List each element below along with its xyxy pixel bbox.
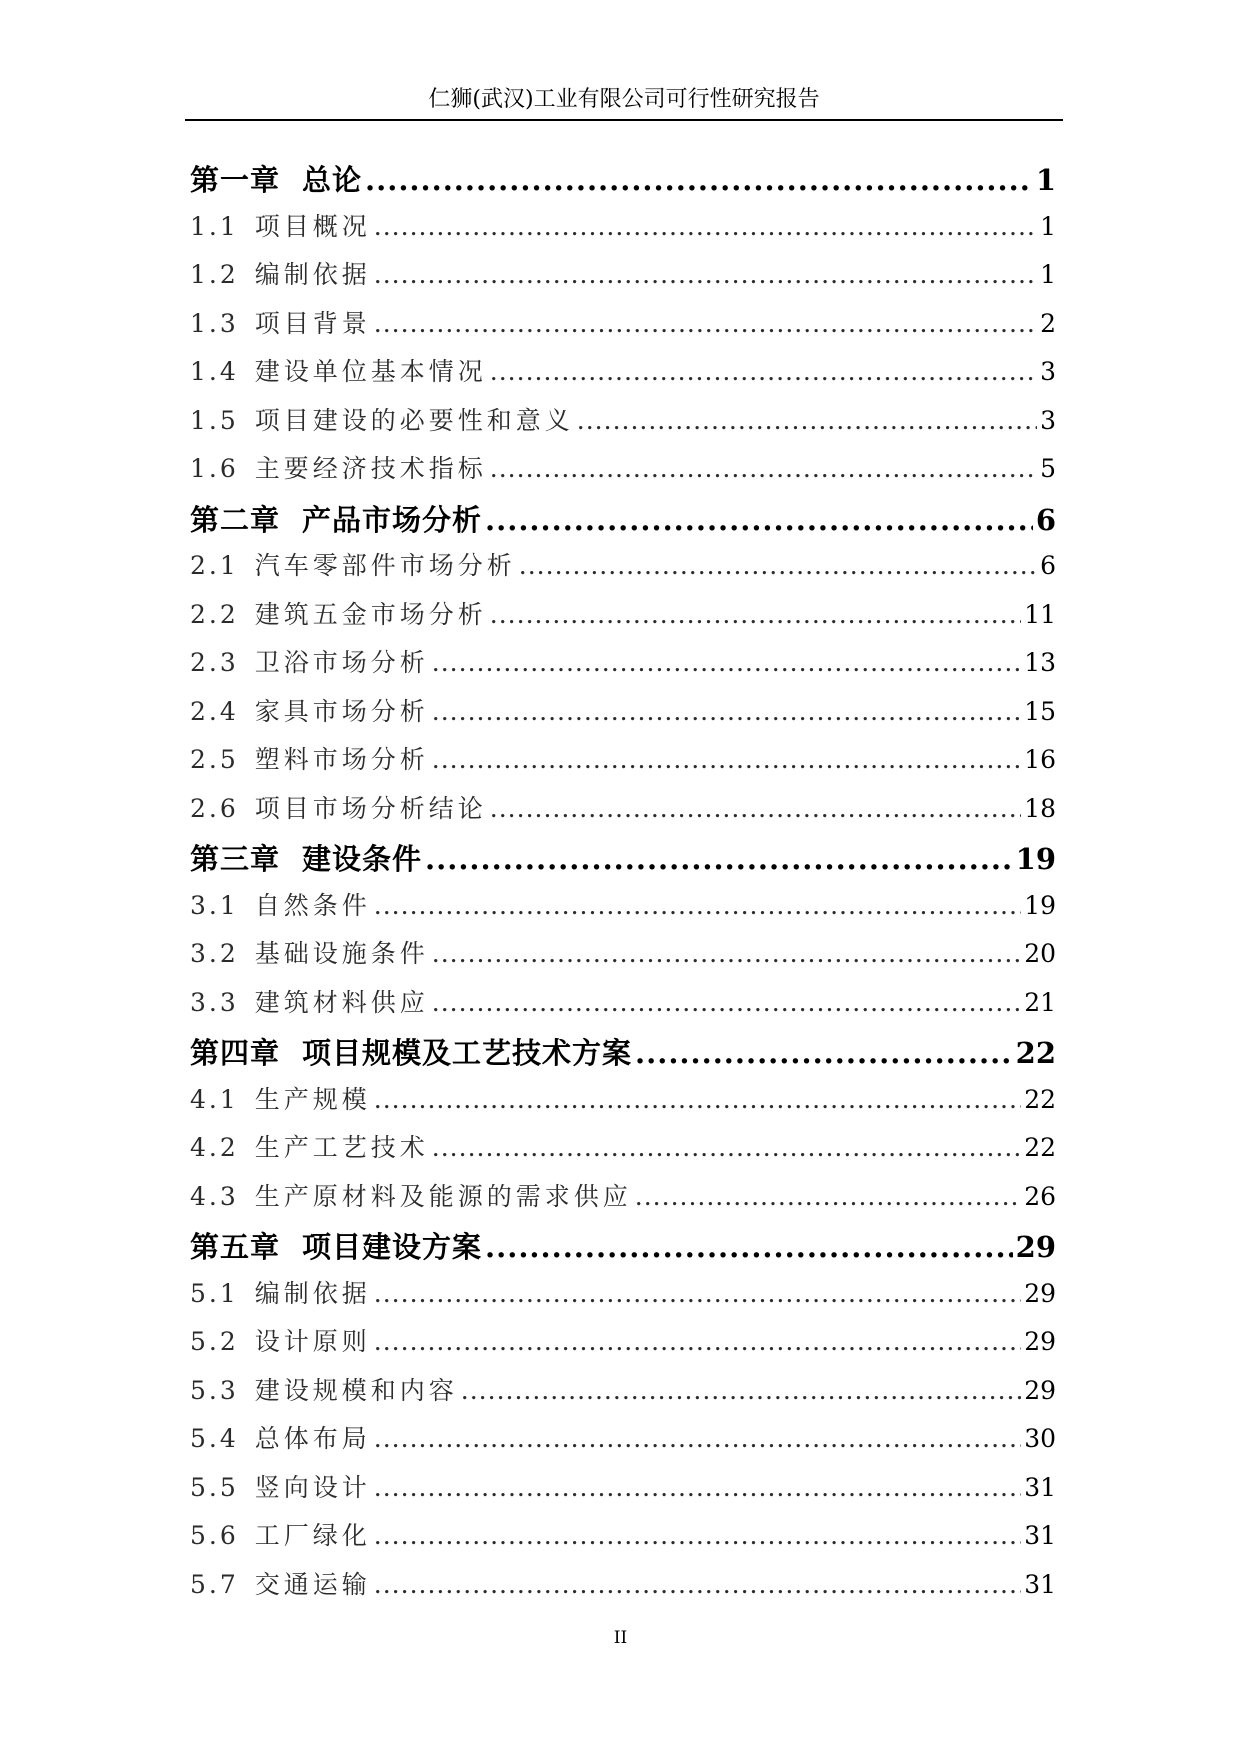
toc-dot-leader xyxy=(635,1182,1021,1211)
toc-entry-label xyxy=(190,1225,482,1266)
toc-section-entry[interactable] xyxy=(190,692,1056,741)
toc-page-number: 19 xyxy=(1024,890,1056,920)
toc-entry-number: 2.1 xyxy=(190,551,239,580)
toc-entry-number: 1.2 xyxy=(190,260,239,289)
toc-section-entry[interactable] xyxy=(190,1177,1056,1226)
toc-chapter-entry[interactable] xyxy=(190,837,1056,886)
toc-entry-title: 总体布局 xyxy=(254,1424,371,1453)
toc-entry-title: 工厂绿化 xyxy=(254,1521,371,1550)
toc-entry-number: 3.3 xyxy=(190,987,239,1017)
toc-entry-number: 第二章 xyxy=(190,502,281,537)
toc-section-entry[interactable] xyxy=(190,1516,1056,1565)
toc-dot-leader xyxy=(374,1570,1021,1599)
toc-entry-title: 主要经济技术指标 xyxy=(254,454,487,483)
toc-section-entry[interactable] xyxy=(190,1080,1056,1129)
toc-page-number: 15 xyxy=(1024,696,1056,726)
toc-section-entry[interactable] xyxy=(190,934,1056,983)
toc-page-number: 21 xyxy=(1024,987,1056,1017)
toc-dot-leader xyxy=(374,1521,1021,1550)
toc-page-number: 31 xyxy=(1024,1569,1056,1599)
toc-page-number: 5 xyxy=(1040,454,1056,483)
toc-entry-label xyxy=(190,304,371,340)
toc-chapter-entry[interactable] xyxy=(190,1031,1056,1080)
toc-entry-label xyxy=(190,643,429,679)
page-header-title: 仁狮(武汉)工业有限公司可行性研究报告 xyxy=(428,87,820,112)
toc-page-number: 1 xyxy=(1040,260,1056,289)
toc-section-entry[interactable] xyxy=(190,740,1056,789)
toc-page-number: 3 xyxy=(1040,405,1056,435)
toc-entry-label xyxy=(190,498,482,539)
toc-entry-label xyxy=(190,1371,458,1407)
toc-entry-number: 1.4 xyxy=(190,357,239,386)
toc-page-number: 13 xyxy=(1024,648,1056,677)
header-divider xyxy=(185,119,1063,121)
toc-section-entry[interactable] xyxy=(190,643,1056,692)
toc-entry-label xyxy=(190,740,429,776)
toc-entry-label xyxy=(190,837,422,878)
toc-section-entry[interactable] xyxy=(190,1274,1056,1323)
toc-entry-title: 汽车零部件市场分析 xyxy=(254,551,516,580)
toc-entry-label xyxy=(190,1516,371,1552)
toc-dot-leader xyxy=(432,648,1021,677)
toc-dot-leader xyxy=(485,503,1033,537)
toc-entry-title: 项目建设方案 xyxy=(302,1230,483,1264)
toc-entry-number: 5.5 xyxy=(190,1472,239,1502)
toc-section-entry[interactable] xyxy=(190,1322,1056,1371)
toc-section-entry[interactable] xyxy=(190,255,1056,304)
toc-entry-title: 塑料市场分析 xyxy=(254,745,429,774)
table-of-contents xyxy=(190,158,1056,1613)
toc-section-entry[interactable] xyxy=(190,1565,1056,1614)
toc-entry-title: 项目背景 xyxy=(254,308,371,338)
toc-entry-number: 4.3 xyxy=(190,1181,239,1211)
toc-entry-label xyxy=(190,692,429,728)
toc-entry-label xyxy=(190,1080,371,1116)
toc-page-number: 22 xyxy=(1024,1084,1056,1114)
toc-entry-label xyxy=(190,158,362,199)
toc-dot-leader xyxy=(635,1036,1013,1070)
toc-dot-leader xyxy=(374,1424,1021,1453)
toc-page-number: 22 xyxy=(1024,1133,1056,1162)
toc-entry-label xyxy=(190,207,371,243)
toc-entry-title: 基础设施条件 xyxy=(254,939,429,968)
toc-entry-title: 项目概况 xyxy=(254,211,371,241)
toc-entry-number: 2.6 xyxy=(190,793,239,823)
toc-entry-title: 家具市场分析 xyxy=(254,696,429,726)
toc-entry-title: 生产原材料及能源的需求供应 xyxy=(254,1181,632,1211)
toc-section-entry[interactable] xyxy=(190,983,1056,1032)
toc-entry-label xyxy=(190,1565,371,1601)
toc-dot-leader xyxy=(374,212,1037,241)
toc-section-entry[interactable] xyxy=(190,352,1056,401)
toc-page-number: 31 xyxy=(1024,1521,1056,1550)
toc-section-entry[interactable] xyxy=(190,546,1056,595)
toc-entry-number: 第五章 xyxy=(190,1230,281,1264)
toc-entry-label xyxy=(190,983,429,1019)
toc-entry-label xyxy=(190,1274,371,1310)
toc-page-number: 20 xyxy=(1024,939,1056,968)
toc-entry-label xyxy=(190,1468,371,1504)
toc-entry-title: 项目规模及工艺技术方案 xyxy=(302,1036,633,1070)
toc-entry-number: 1.5 xyxy=(190,405,239,435)
page-number: II xyxy=(613,1628,628,1648)
toc-entry-label xyxy=(190,789,487,825)
toc-page-number: 1 xyxy=(1035,163,1056,197)
toc-entry-label xyxy=(190,595,487,631)
toc-entry-title: 生产规模 xyxy=(254,1084,371,1114)
toc-entry-title: 建设规模和内容 xyxy=(254,1375,458,1405)
toc-entry-title: 生产工艺技术 xyxy=(254,1133,429,1162)
toc-dot-leader xyxy=(374,1279,1021,1308)
toc-entry-number: 5.1 xyxy=(190,1278,239,1308)
toc-entry-number: 5.6 xyxy=(190,1521,239,1550)
toc-page-number: 6 xyxy=(1040,551,1056,580)
toc-dot-leader xyxy=(365,163,1033,197)
toc-entry-number: 3.1 xyxy=(190,890,239,920)
toc-section-entry[interactable] xyxy=(190,595,1056,644)
toc-dot-leader xyxy=(432,939,1021,968)
toc-chapter-entry[interactable] xyxy=(190,498,1056,547)
toc-page-number: 29 xyxy=(1024,1375,1056,1405)
toc-dot-leader xyxy=(432,1133,1021,1162)
toc-section-entry[interactable] xyxy=(190,304,1056,353)
toc-dot-leader xyxy=(490,357,1037,386)
toc-page-number: 22 xyxy=(1015,1036,1056,1070)
toc-section-entry[interactable] xyxy=(190,401,1056,450)
toc-entry-label xyxy=(190,1419,371,1455)
toc-entry-label xyxy=(190,546,516,582)
toc-dot-leader xyxy=(490,600,1021,629)
toc-chapter-entry[interactable] xyxy=(190,1225,1056,1274)
toc-section-entry[interactable] xyxy=(190,1419,1056,1468)
toc-entry-title: 交通运输 xyxy=(254,1569,371,1599)
toc-entry-number: 2.3 xyxy=(190,648,239,677)
toc-page-number: 31 xyxy=(1024,1472,1056,1502)
toc-entry-number: 1.6 xyxy=(190,454,239,483)
toc-entry-title: 编制依据 xyxy=(254,260,371,289)
toc-entry-number: 第三章 xyxy=(190,842,281,876)
toc-entry-label xyxy=(190,449,487,485)
toc-dot-leader xyxy=(461,1376,1021,1405)
toc-entry-title: 项目建设的必要性和意义 xyxy=(254,405,574,435)
toc-dot-leader xyxy=(577,406,1037,435)
toc-entry-title: 设计原则 xyxy=(254,1327,371,1356)
toc-page-number: 11 xyxy=(1024,599,1056,629)
toc-page-number: 2 xyxy=(1040,308,1056,338)
toc-section-entry[interactable] xyxy=(190,886,1056,935)
toc-page-number: 30 xyxy=(1024,1424,1056,1453)
toc-entry-label xyxy=(190,255,371,291)
toc-entry-number: 1.1 xyxy=(190,211,239,241)
toc-entry-number: 1.3 xyxy=(190,308,239,338)
toc-entry-number: 4.1 xyxy=(190,1084,239,1114)
toc-entry-title: 竖向设计 xyxy=(254,1472,371,1502)
toc-page-number: 18 xyxy=(1024,793,1056,823)
toc-entry-title: 编制依据 xyxy=(254,1278,371,1308)
toc-entry-number: 2.2 xyxy=(190,599,239,629)
toc-dot-leader xyxy=(374,1473,1021,1502)
toc-entry-number: 3.2 xyxy=(190,939,239,968)
toc-entry-number: 2.5 xyxy=(190,745,239,774)
toc-entry-number: 4.2 xyxy=(190,1133,239,1162)
toc-dot-leader xyxy=(485,1230,1013,1264)
toc-entry-title: 项目市场分析结论 xyxy=(254,793,487,823)
toc-dot-leader xyxy=(432,745,1021,774)
toc-entry-label xyxy=(190,1322,371,1358)
toc-page-number: 3 xyxy=(1040,357,1056,386)
toc-entry-label xyxy=(190,1031,632,1072)
toc-entry-label xyxy=(190,401,574,437)
toc-entry-title: 建筑五金市场分析 xyxy=(254,599,487,629)
toc-entry-title: 产品市场分析 xyxy=(302,502,483,537)
toc-page-number: 16 xyxy=(1024,745,1056,774)
toc-entry-number: 5.7 xyxy=(190,1569,239,1599)
toc-dot-leader xyxy=(374,891,1021,920)
toc-dot-leader xyxy=(432,988,1021,1017)
toc-page-number: 6 xyxy=(1035,502,1056,537)
toc-entry-title: 建设条件 xyxy=(302,842,423,876)
toc-section-entry[interactable] xyxy=(190,1371,1056,1420)
toc-entry-label xyxy=(190,934,429,970)
toc-entry-number: 5.3 xyxy=(190,1375,239,1405)
toc-dot-leader xyxy=(425,842,1013,876)
toc-entry-label xyxy=(190,1177,632,1213)
toc-entry-number: 5.2 xyxy=(190,1327,239,1356)
toc-dot-leader xyxy=(490,794,1021,823)
toc-entry-number: 第一章 xyxy=(190,163,281,197)
toc-section-entry[interactable] xyxy=(190,1128,1056,1177)
toc-dot-leader xyxy=(519,551,1037,580)
toc-entry-label xyxy=(190,352,487,388)
toc-entry-title: 卫浴市场分析 xyxy=(254,648,429,677)
toc-page-number: 1 xyxy=(1040,211,1056,241)
toc-chapter-entry[interactable] xyxy=(190,158,1056,207)
toc-entry-number: 第四章 xyxy=(190,1036,281,1070)
toc-page-number: 29 xyxy=(1024,1327,1056,1356)
toc-dot-leader xyxy=(374,1085,1021,1114)
toc-entry-number: 2.4 xyxy=(190,696,239,726)
toc-dot-leader xyxy=(374,309,1037,338)
toc-entry-title: 自然条件 xyxy=(254,890,371,920)
toc-section-entry[interactable] xyxy=(190,1468,1056,1517)
toc-entry-title: 建筑材料供应 xyxy=(254,987,429,1017)
toc-entry-label xyxy=(190,1128,429,1164)
toc-dot-leader xyxy=(374,260,1037,289)
toc-page-number: 29 xyxy=(1024,1278,1056,1308)
toc-entry-title: 总论 xyxy=(302,163,363,197)
toc-section-entry[interactable] xyxy=(190,789,1056,838)
toc-page-number: 19 xyxy=(1015,842,1056,876)
toc-section-entry[interactable] xyxy=(190,449,1056,498)
toc-page-number: 29 xyxy=(1015,1230,1056,1264)
toc-dot-leader xyxy=(374,1327,1021,1356)
toc-entry-number: 5.4 xyxy=(190,1424,239,1453)
toc-entry-title: 建设单位基本情况 xyxy=(254,357,487,386)
toc-entry-label xyxy=(190,886,371,922)
toc-section-entry[interactable] xyxy=(190,207,1056,256)
toc-dot-leader xyxy=(490,454,1037,483)
toc-dot-leader xyxy=(432,697,1021,726)
toc-page-number: 26 xyxy=(1024,1181,1056,1211)
